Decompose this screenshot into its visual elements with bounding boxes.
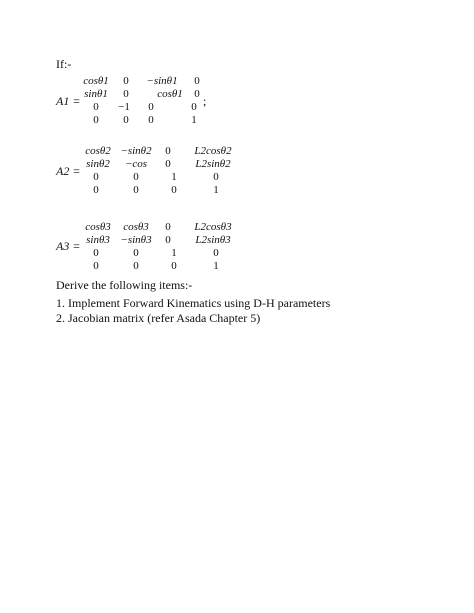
task-list <box>56 296 330 326</box>
list-item: 1. Implement Forward Kinematics using D-H parameters <box>56 296 331 310</box>
matrix-cell: L2sinθ2 <box>195 158 231 170</box>
matrix-cell: 0 <box>165 158 171 170</box>
matrix-cell: 0 <box>171 260 177 272</box>
matrix-cell: 0 <box>93 247 99 259</box>
matrix-cell: 0 <box>133 171 139 183</box>
matrix-cell: 0 <box>148 114 154 126</box>
matrix-cell: −sinθ3 <box>120 234 152 246</box>
matrix-cell: −sinθ2 <box>120 145 152 157</box>
matrix-cell: sinθ3 <box>86 234 110 246</box>
matrix-cell: 0 <box>194 75 200 87</box>
matrix-trailing-punct: ; <box>203 94 207 108</box>
matrix-label: A1 = <box>56 94 81 108</box>
matrix-cell: 0 <box>133 247 139 259</box>
matrix-cell: 0 <box>133 184 139 196</box>
matrix-cell: 0 <box>191 101 197 113</box>
matrix-cell: 0 <box>133 260 139 272</box>
matrix-label: A3 = <box>56 239 81 253</box>
matrix-cell: cosθ1 <box>83 75 109 87</box>
matrix-cell: −1 <box>118 101 130 113</box>
matrix-cell: 1 <box>171 171 177 183</box>
matrix-cell: sinθ2 <box>86 158 110 170</box>
matrix-cell: L2cosθ2 <box>194 145 232 157</box>
matrix-cell: −cos <box>124 158 148 170</box>
matrix-cell: 0 <box>93 114 99 126</box>
matrix-cell: 0 <box>194 88 200 100</box>
matrix-cell: 0 <box>213 171 219 183</box>
matrix-cell: 0 <box>93 101 99 113</box>
derive-heading: Derive the following items:- <box>56 278 193 292</box>
matrix-cell: sinθ1 <box>84 88 108 100</box>
matrix-cell: 0 <box>123 75 129 87</box>
matrix-cell: 0 <box>171 184 177 196</box>
matrix-cell: 0 <box>148 101 154 113</box>
matrix-cell: −sinθ1 <box>146 75 178 87</box>
matrix-cell: cosθ3 <box>123 221 149 233</box>
matrix-cell: 0 <box>213 247 219 259</box>
matrix-cell: cosθ2 <box>85 145 111 157</box>
matrix-cell: 0 <box>123 88 129 100</box>
matrix-label: A2 = <box>56 164 81 178</box>
matrix-cell: 0 <box>165 145 171 157</box>
intro-text: If:- <box>56 57 72 71</box>
matrix-cell: L2cosθ3 <box>194 221 232 233</box>
list-item: 2. Jacobian matrix (refer Asada Chapter 5) <box>56 311 261 325</box>
matrix-cell: 0 <box>93 171 99 183</box>
matrix-cell: 0 <box>123 114 129 126</box>
matrix-cell: 0 <box>165 221 171 233</box>
matrix-cell: 1 <box>213 184 219 196</box>
matrix-cell: 1 <box>191 114 197 126</box>
matrix-cell: 1 <box>213 260 219 272</box>
matrix-cell: 0 <box>93 260 99 272</box>
matrix-cell: cosθ3 <box>85 221 111 233</box>
matrix-cell: 0 <box>165 234 171 246</box>
matrix-cell: 1 <box>171 247 177 259</box>
matrix-cell: 0 <box>93 184 99 196</box>
matrix-cell: L2sinθ3 <box>195 234 231 246</box>
matrix-cell: cosθ1 <box>157 88 183 100</box>
